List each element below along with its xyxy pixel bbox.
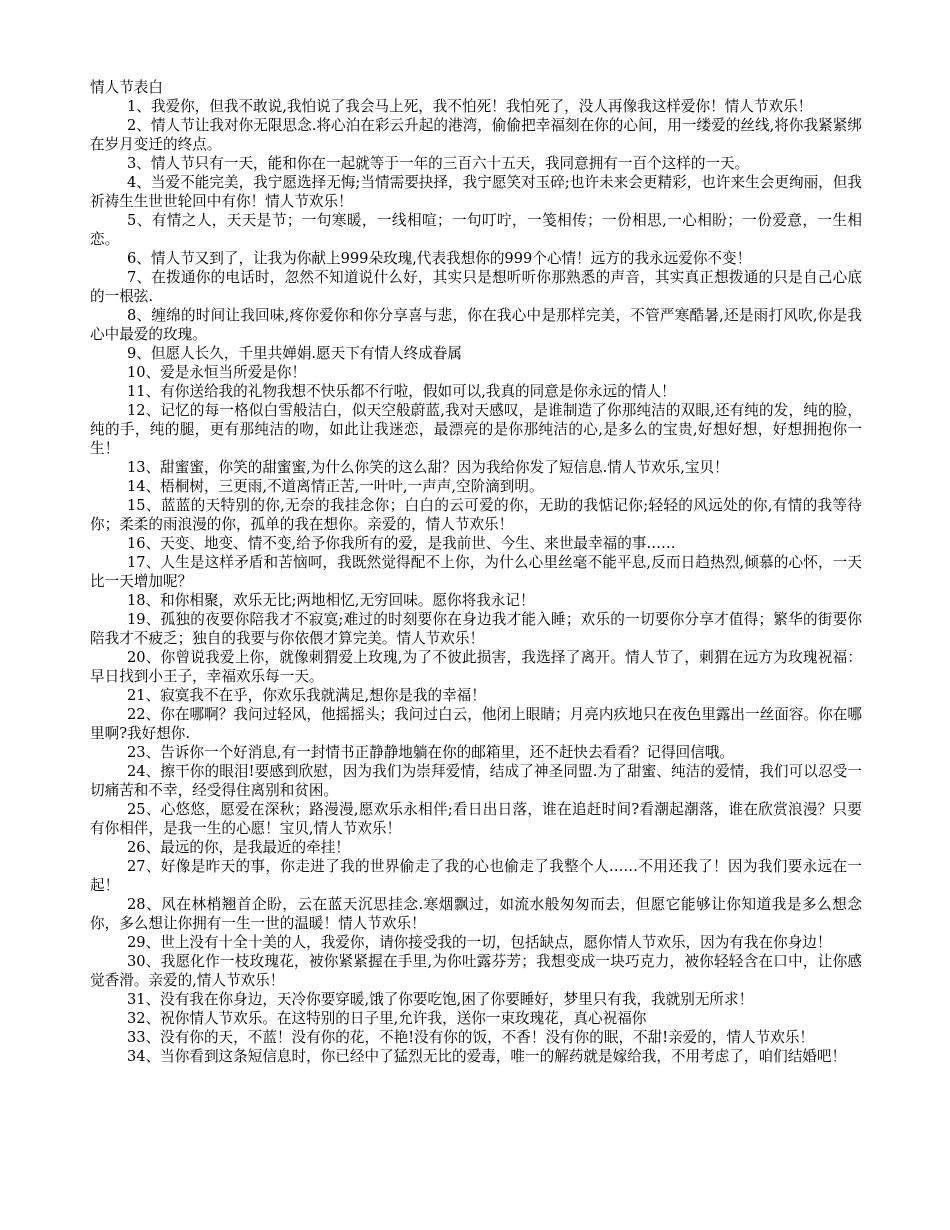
list-item-25: 25、心悠悠，愿爱在深秋；路漫漫,愿欢乐永相伴;看日出日落，谁在追赶时间?看潮起潮落，谁在欣赏浪漫？只要有你相伴，是我一生的心愿！宝贝,情人节欢乐！ [90, 801, 862, 837]
list-item-19: 19、孤独的夜要你陪我才不寂寞;难过的时刻要你在身边我才能入睡；欢乐的一切要你分享才值得；繁华的街要你陪我才不疲乏；独自的我要与你依偎才算完美。情人节欢乐！ [90, 611, 862, 647]
list-item-13: 13、甜蜜蜜，你笑的甜蜜蜜,为什么你笑的这么甜？因为我给你发了短信息.情人节欢乐,宝贝！ [127, 459, 729, 476]
list-item-17: 17、人生是这样矛盾和苦恼呵，我既然觉得配不上你，为什么心里丝毫不能平息,反而日趋热烈,倾慕的心怀，一天比一天增加呢？ [90, 554, 862, 590]
list-item-32: 32、祝你情人节欢乐。在这特别的日子里,允许我，送你一束玫瑰花，真心祝福你 [127, 1010, 647, 1027]
list-item-12: 12、记忆的每一格似白雪般洁白，似天空般蔚蓝,我对天感叹，是谁制造了你那纯洁的双眼,还有纯的发，纯的脸，纯的手，纯的腿，更有那纯洁的吻，如此让我迷恋，最漂亮的是你那纯洁的心,是多么的宝贵,好想好想，好想拥抱你一生！ [90, 402, 862, 457]
list-item-8: 8、缠绵的时间让我回味,疼你爱你和你分享喜与悲，你在我心中是那样完美，不管严寒酷暑,还是雨打风吹,你是我心中最爱的玫瑰。 [90, 307, 862, 343]
list-item-20: 20、你曾说我爱上你，就像刺猬爱上玫瑰,为了不彼此损害，我选择了离开。情人节了，刺猬在远方为玫瑰祝福：早日找到小王子，幸福欢乐每一天。 [90, 649, 862, 685]
document-page [90, 78, 862, 1066]
list-item-9: 9、但愿人长久，千里共婵娟.愿天下有情人终成眷属 [127, 345, 462, 362]
list-item-7: 7、在拨通你的电话时，忽然不知道说什么好，其实只是想听听你那熟悉的声音，其实真正想拨通的只是自己心底的一根弦. [90, 269, 862, 305]
list-item-5: 5、有情之人，天天是节；一句寒暖，一线相喧；一句叮咛，一笺相传；一份相思,一心相盼；一份爱意，一生相恋。 [90, 212, 862, 248]
list-item-24: 24、擦干你的眼泪!要感到欣慰，因为我们为崇拜爱情，结成了神圣同盟.为了甜蜜、纯洁的爱情，我们可以忍受一切痛苦和不幸，经受得住离别和贫困。 [90, 763, 862, 799]
list-item-3: 3、情人节只有一天，能和你在一起就等于一年的三百六十五天，我同意拥有一百个这样的一天。 [127, 155, 750, 172]
list-item-34: 34、当你看到这条短信息时，你已经中了猛烈无比的爱毒，唯一的解药就是嫁给我，不用考虑了，咱们结婚吧！ [127, 1048, 847, 1065]
document-title: 情人节表白 [90, 79, 163, 96]
list-item-2: 2、情人节让我对你无限思念.将心泊在彩云升起的港湾，偷偷把幸福刻在你的心间，用一缕爱的丝线,将你我紧紧绑在岁月变迁的终点。 [90, 117, 862, 153]
list-item-23: 23、告诉你一个好消息,有一封情书正静静地躺在你的邮箱里，还不赶快去看看？记得回信哦。 [127, 744, 734, 761]
list-item-6: 6、情人节又到了，让我为你献上999朵玫瑰,代表我想你的999个心情！远方的我永远爱你不变！ [127, 250, 752, 267]
list-item-31: 31、没有我在你身边，天冷你要穿暖,饿了你要吃饱,困了你要睡好，梦里只有我，我就别无所求！ [127, 991, 754, 1008]
list-item-30: 30、我愿化作一枝玫瑰花，被你紧紧握在手里,为你吐露芬芳；我想变成一块巧克力，被你轻轻含在口中，让你感觉香滑。亲爱的,情人节欢乐！ [90, 953, 862, 989]
list-item-21: 21、寂寞我不在乎，你欢乐我就满足,想你是我的幸福！ [127, 687, 486, 704]
list-item-18: 18、和你相聚，欢乐无比;两地相忆,无穷回味。愿你将我永记！ [127, 592, 535, 609]
list-item-28: 28、风在林梢翘首企盼，云在蓝天沉思挂念.寒烟飘过，如流水般匆匆而去，但愿它能够让你知道我是多么想念你，多么想让你拥有一生一世的温暖！情人节欢乐！ [90, 896, 862, 932]
list-item-14: 14、梧桐树，三更雨,不道离情正苦,一叶叶,一声声,空阶滴到明。 [127, 478, 544, 495]
list-item-4: 4、当爱不能完美，我宁愿选择无悔;当情需要抉择，我宁愿笑对玉碎;也许未来会更精彩，也许来生会更绚丽，但我祈祷生生世世轮回中有你！情人节欢乐！ [90, 174, 862, 210]
list-item-27: 27、好像是昨天的事，你走进了我的世界偷走了我的心也偷走了我整个人……不用还我了！因为我们要永远在一起！ [90, 858, 862, 894]
list-item-26: 26、最远的你，是我最近的牵挂！ [127, 839, 350, 856]
list-item-11: 11、有你送给我的礼物我想不快乐都不行啦，假如可以,我真的同意是你永远的情人！ [127, 383, 676, 400]
list-item-22: 22、你在哪啊？我问过轻风，他摇摇头；我问过白云，他闭上眼睛；月亮内疚地只在夜色里露出一丝面容。你在哪里啊?我好想你. [90, 706, 862, 742]
list-item-29: 29、世上没有十全十美的人，我爱你，请你接受我的一切，包括缺点，愿你情人节欢乐，因为有我在你身边！ [127, 934, 832, 951]
list-item-1: 1、我爱你，但我不敢说,我怕说了我会马上死，我不怕死！我怕死了，没人再像我这样爱你！情人节欢乐！ [127, 98, 813, 115]
list-item-33: 33、没有你的天，不蓝！没有你的花，不艳!没有你的饭，不香！没有你的眠，不甜!亲爱的，情人节欢乐！ [127, 1029, 815, 1046]
list-item-10: 10、爱是永恒当所爱是你！ [127, 364, 307, 381]
list-item-15: 15、蓝蓝的天特别的你,无奈的我挂念你；白白的云可爱的你，无助的我惦记你;轻轻的风远处的你,有情的我等待你；柔柔的雨浪漫的你，孤单的我在想你。亲爱的，情人节欢乐！ [90, 497, 862, 533]
list-item-16: 16、天变、地变、情不变,给予你我所有的爱，是我前世、今生、来世最幸福的事…… [127, 535, 676, 552]
